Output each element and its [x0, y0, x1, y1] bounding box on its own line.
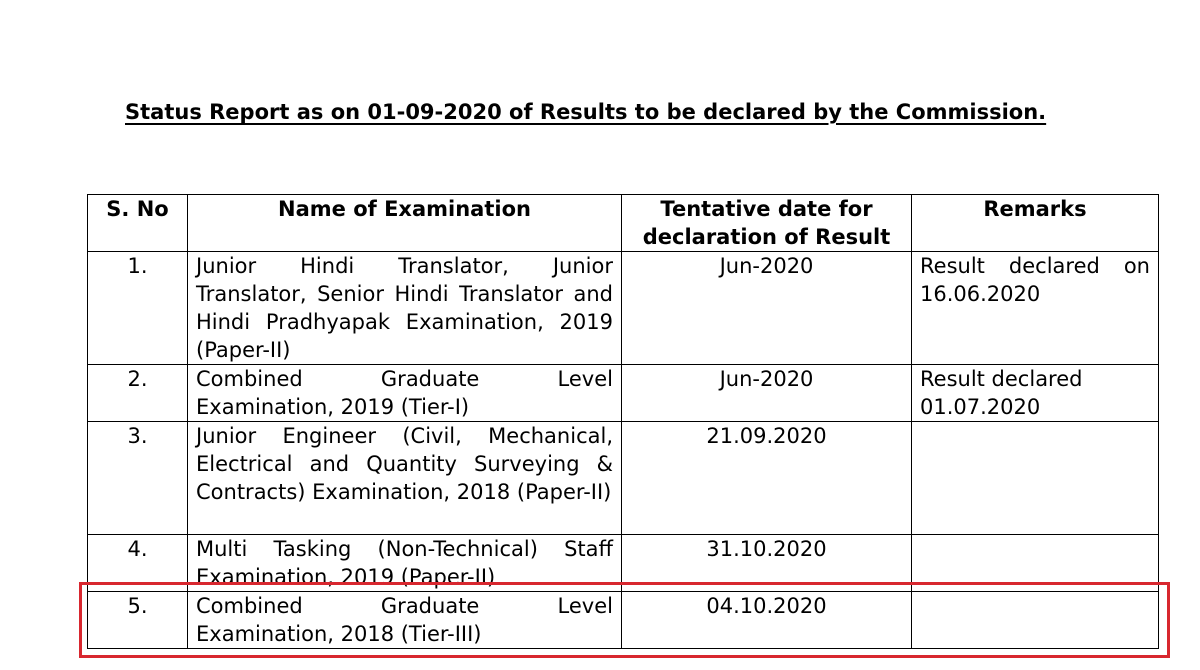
cell-tentative-date: Jun-2020	[622, 252, 912, 365]
header-date: Tentative date for declaration of Result	[622, 195, 912, 252]
cell-exam-name: Combined Graduate Level Examination, 2018 (Tier-III)	[188, 592, 622, 649]
document-title: Status Report as on 01-09-2020 of Results to be declared by the Commission.	[125, 100, 1047, 124]
cell-tentative-date: 21.09.2020	[622, 422, 912, 535]
table-row	[88, 422, 1159, 535]
cell-sno: 1.	[88, 252, 188, 365]
cell-tentative-date: 04.10.2020	[622, 592, 912, 649]
cell-exam-name: Junior Engineer (Civil, Mechanical, Electrical and Quantity Surveying & Contracts) Examination, 2018 (Paper-II)	[188, 422, 622, 535]
cell-sno: 2.	[88, 365, 188, 422]
cell-sno: 3.	[88, 422, 188, 535]
cell-sno: 5.	[88, 592, 188, 649]
cell-exam-name: Multi Tasking (Non-Technical) Staff Examination, 2019 (Paper-II)	[188, 535, 622, 592]
table-row-highlighted	[88, 592, 1159, 649]
table-row	[88, 535, 1159, 592]
table-header-row	[88, 195, 1159, 252]
cell-tentative-date: Jun-2020	[622, 365, 912, 422]
header-name: Name of Examination	[188, 195, 622, 252]
cell-remarks	[912, 592, 1159, 649]
cell-remarks: Result declared 01.07.2020	[912, 365, 1159, 422]
cell-exam-name: Junior Hindi Translator, Junior Translator, Senior Hindi Translator and Hindi Pradhyapak Examination, 2019 (Paper-II)	[188, 252, 622, 365]
table-row	[88, 365, 1159, 422]
table-row	[88, 252, 1159, 365]
cell-remarks	[912, 535, 1159, 592]
results-status-table	[87, 194, 1159, 649]
cell-exam-name: Combined Graduate Level Examination, 2019 (Tier-I)	[188, 365, 622, 422]
cell-remarks	[912, 422, 1159, 535]
cell-sno: 4.	[88, 535, 188, 592]
cell-tentative-date: 31.10.2020	[622, 535, 912, 592]
cell-remarks: Result declared on 16.06.2020	[912, 252, 1159, 365]
header-sno: S. No	[88, 195, 188, 252]
header-remarks: Remarks	[912, 195, 1159, 252]
